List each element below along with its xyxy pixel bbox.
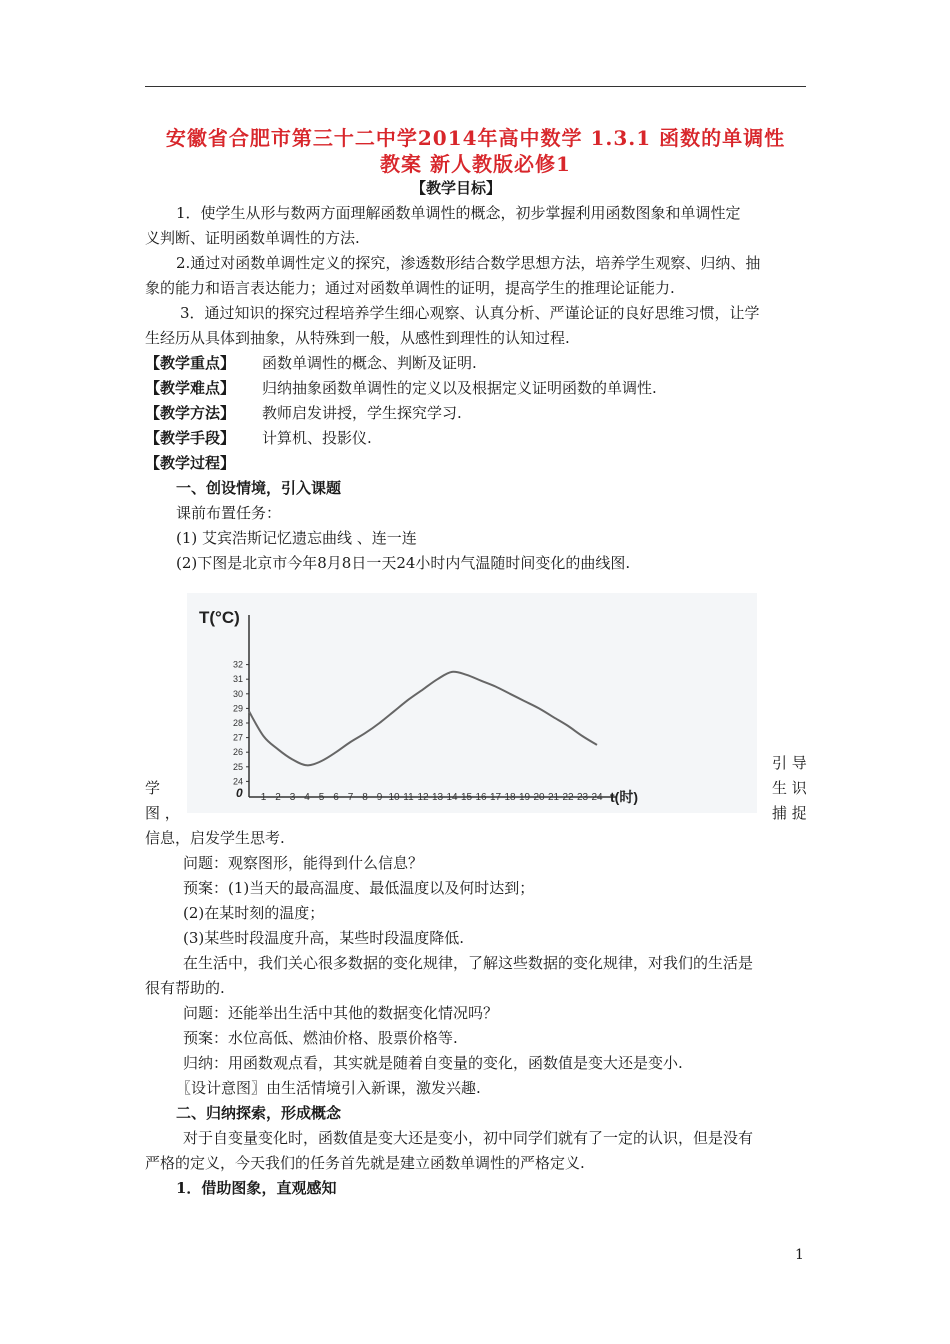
paragraph-1-line1: 在生活中，我们关心很多数据的变化规律，了解这些数据的变化规律，对我们的生活是 <box>183 954 754 972</box>
section2-paragraph-line2: 严格的定义，今天我们的任务首先就是建立函数单调性的严格定义. <box>145 1154 585 1172</box>
y-tick-label: 32 <box>232 659 243 670</box>
answer-4: 预案：水位高低、燃油价格、股票价格等. <box>183 1029 458 1047</box>
side-text-left-1: 学 <box>145 779 161 797</box>
document-title-line2: 教案 新人教版必修1 <box>380 152 571 176</box>
question-2: 问题：还能举出生活中其他的数据变化情况吗？ <box>183 1004 499 1022</box>
x-tick-label: 7 <box>347 792 354 803</box>
temperature-chart <box>187 593 757 813</box>
x-tick-label: 8 <box>362 792 368 803</box>
y-tick-label: 25 <box>232 761 243 772</box>
objective-2-line2: 象的能力和语言表达能力；通过对函数单调性的证明，提高学生的推理论证能力. <box>145 279 675 297</box>
x-tick-label: 22 <box>562 792 574 803</box>
x-tick-label: 4 <box>304 792 310 803</box>
x-tick-label: 19 <box>518 792 531 803</box>
x-tick-label: 24 <box>591 792 603 803</box>
x-tick-label: 23 <box>576 792 589 803</box>
x-tick-label: 14 <box>446 792 458 803</box>
objective-1-line1: 1．使学生从形与数两方面理解函数单调性的概念，初步掌握利用函数图象和单调性定 <box>176 204 741 222</box>
temperature-curve <box>249 672 597 766</box>
question-1: 问题：观察图形，能得到什么信息？ <box>183 854 424 872</box>
key-point-label: 【教学重点】 <box>145 354 236 372</box>
x-tick-label: 16 <box>475 792 487 803</box>
x-tick-label: 21 <box>547 792 560 803</box>
y-tick-label: 30 <box>232 688 243 699</box>
objective-2-line1: 2.通过对函数单调性定义的探究，渗透数形结合数学思想方法，培养学生观察、归纳、抽 <box>176 254 761 272</box>
task-1: (1) 艾宾浩斯记忆遗忘曲线 、连一连 <box>176 529 417 547</box>
key-point-text: 函数单调性的概念、判断及证明. <box>262 354 477 372</box>
answer-1: 预案：(1)当天的最高温度、最低温度以及何时达到； <box>183 879 535 897</box>
temperature-chart-svg <box>187 593 757 813</box>
section2-paragraph-line1: 对于自变量变化时，函数值是变大还是变小，初中同学们就有了一定的认识，但是没有 <box>183 1129 754 1147</box>
task-2: (2)下图是北京市今年8月8日一天24小时内气温随时间变化的曲线图. <box>176 554 631 572</box>
objective-1-line2: 义判断、证明函数单调性的方法. <box>145 229 360 247</box>
y-tick-label: 31 <box>232 674 243 685</box>
subsection-1-heading: 1．借助图象，直观感知 <box>176 1179 337 1197</box>
objective-3-line2: 生经历从具体到抽象，从特殊到一般，从感性到理性的认知过程. <box>145 329 570 347</box>
side-text-right-1: 引 导 <box>772 754 807 772</box>
x-axis-label: t(时) <box>610 789 638 805</box>
x-tick-label: 11 <box>403 792 414 803</box>
x-tick-label: 1 <box>260 792 267 803</box>
objective-3-line1: 3．通过知识的探究过程培养学生细心观察、认真分析、严谨论证的良好思维习惯，让学 <box>180 304 760 322</box>
origin-label: 0 <box>236 786 243 800</box>
x-tick-label: 13 <box>431 792 444 803</box>
side-text-right-2: 生 识 <box>772 779 807 797</box>
x-tick-label: 20 <box>533 792 545 803</box>
x-tick-label: 5 <box>318 792 325 803</box>
task-intro: 课前布置任务： <box>176 504 282 522</box>
answer-3: (3)某些时段温度升高，某些时段温度降低. <box>183 929 465 947</box>
answer-2: (2)在某时刻的温度； <box>183 904 325 922</box>
y-tick-label: 29 <box>232 703 243 714</box>
y-tick-label: 27 <box>232 732 243 743</box>
design-intent: 〖设计意图〗由生活情境引入新课，激发兴趣. <box>176 1079 481 1097</box>
y-tick-label: 24 <box>232 776 243 787</box>
x-tick-label: 17 <box>489 792 502 803</box>
difficulty-text: 归纳抽象函数单调性的定义以及根据定义证明函数的单调性. <box>262 379 657 397</box>
header-rule <box>145 86 806 87</box>
x-tick-label: 12 <box>417 792 429 803</box>
x-tick-label: 2 <box>275 792 281 803</box>
method-label: 【教学方法】 <box>145 404 236 422</box>
y-tick-label: 26 <box>232 747 243 758</box>
means-text: 计算机、投影仪. <box>262 429 372 447</box>
conclusion: 归纳：用函数观点看，其实就是随着自变量的变化，函数值是变大还是变小. <box>183 1054 683 1072</box>
method-text: 教师启发讲授，学生探究学习. <box>262 404 462 422</box>
side-text-left-2: 图 ， <box>145 804 180 822</box>
x-tick-label: 10 <box>388 792 400 803</box>
objectives-heading: 【教学目标】 <box>411 179 502 197</box>
y-tick-label: 28 <box>232 718 243 728</box>
x-tick-label: 9 <box>376 792 383 803</box>
x-tick-label: 3 <box>289 792 296 803</box>
section2-heading: 二、归纳探索，形成概念 <box>176 1104 342 1122</box>
after-chart-text: 信息，启发学生思考. <box>145 829 285 847</box>
side-text-right-3: 捕 捉 <box>772 804 807 822</box>
y-axis-label: T(°C) <box>199 608 240 627</box>
process-heading: 【教学过程】 <box>145 454 236 472</box>
x-tick-label: 15 <box>460 792 473 803</box>
document-title-line1: 安徽省合肥市第三十二中学2014年高中数学 1.3.1 函数的单调性 <box>165 126 786 150</box>
paragraph-1-line2: 很有帮助的. <box>145 979 225 997</box>
x-tick-label: 6 <box>333 792 339 803</box>
page-number: 1 <box>795 1247 804 1263</box>
x-tick-label: 18 <box>504 792 516 803</box>
means-label: 【教学手段】 <box>145 429 236 447</box>
difficulty-label: 【教学难点】 <box>145 379 236 397</box>
section1-heading: 一、创设情境，引入课题 <box>176 479 342 497</box>
